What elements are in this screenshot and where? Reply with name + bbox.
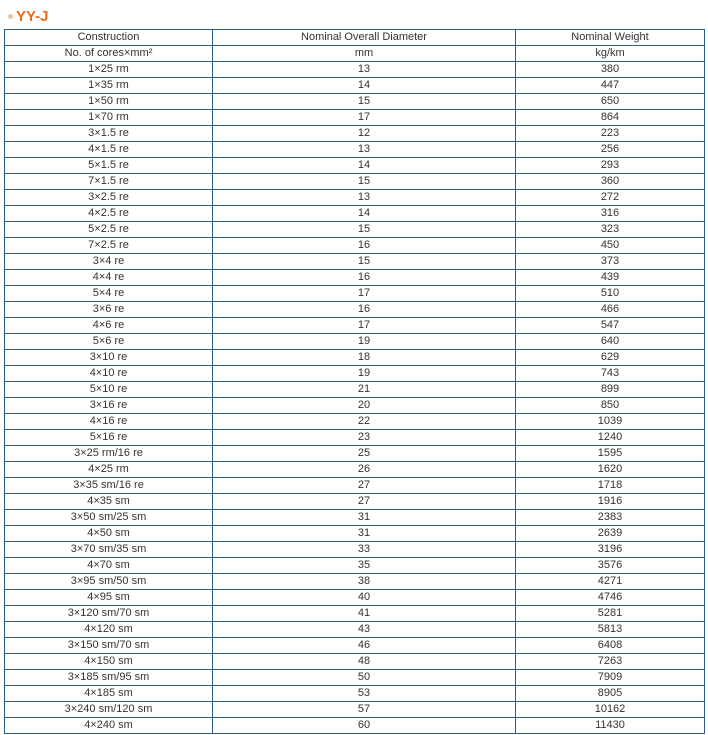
cell-construction: 3×240 sm/120 sm: [5, 702, 213, 718]
bullet-icon: [8, 14, 13, 19]
cell-diameter: 16: [213, 302, 516, 318]
cell-weight: 1039: [516, 414, 705, 430]
cell-diameter: 17: [213, 110, 516, 126]
unit-diameter: mm: [213, 46, 516, 62]
cell-construction: 5×1.5 re: [5, 158, 213, 174]
cell-diameter: 21: [213, 382, 516, 398]
table-row: [5, 238, 705, 254]
table-row: [5, 142, 705, 158]
cell-diameter: 13: [213, 62, 516, 78]
table-row: [5, 222, 705, 238]
cell-construction: 3×25 rm/16 re: [5, 446, 213, 462]
cell-construction: 4×10 re: [5, 366, 213, 382]
table-row: [5, 542, 705, 558]
cell-diameter: 27: [213, 478, 516, 494]
header-row: [5, 30, 705, 46]
table-row: [5, 718, 705, 734]
specification-table: [4, 29, 705, 734]
cell-diameter: 26: [213, 462, 516, 478]
cell-weight: 864: [516, 110, 705, 126]
cell-construction: 3×10 re: [5, 350, 213, 366]
cell-construction: 3×150 sm/70 sm: [5, 638, 213, 654]
table-row: [5, 702, 705, 718]
cell-diameter: 17: [213, 318, 516, 334]
table-row: [5, 430, 705, 446]
table-row: [5, 382, 705, 398]
table-row: [5, 270, 705, 286]
cell-construction: 3×70 sm/35 sm: [5, 542, 213, 558]
cell-weight: 2383: [516, 510, 705, 526]
table-row: [5, 638, 705, 654]
cell-construction: 4×6 re: [5, 318, 213, 334]
cell-diameter: 13: [213, 190, 516, 206]
page-title-text: YY-J: [16, 7, 49, 25]
cell-weight: 8905: [516, 686, 705, 702]
cell-construction: 4×240 sm: [5, 718, 213, 734]
cell-construction: 1×70 rm: [5, 110, 213, 126]
table-row: [5, 622, 705, 638]
table-row: [5, 558, 705, 574]
table-row: [5, 254, 705, 270]
cell-weight: 1620: [516, 462, 705, 478]
cell-construction: 1×35 rm: [5, 78, 213, 94]
cell-weight: 850: [516, 398, 705, 414]
table-row: [5, 286, 705, 302]
table-row: [5, 174, 705, 190]
table-row: [5, 494, 705, 510]
cell-weight: 1916: [516, 494, 705, 510]
cell-construction: 4×50 sm: [5, 526, 213, 542]
cell-diameter: 19: [213, 366, 516, 382]
table-row: [5, 94, 705, 110]
cell-construction: 1×25 rm: [5, 62, 213, 78]
units-row: [5, 46, 705, 62]
cell-weight: 223: [516, 126, 705, 142]
table-row: [5, 110, 705, 126]
table-row: [5, 686, 705, 702]
cell-weight: 4271: [516, 574, 705, 590]
cell-weight: 7263: [516, 654, 705, 670]
cell-weight: 256: [516, 142, 705, 158]
table-row: [5, 366, 705, 382]
cell-weight: 272: [516, 190, 705, 206]
cell-diameter: 12: [213, 126, 516, 142]
table-row: [5, 334, 705, 350]
cell-construction: 3×6 re: [5, 302, 213, 318]
table-row: [5, 446, 705, 462]
cell-diameter: 33: [213, 542, 516, 558]
table-row: [5, 350, 705, 366]
cell-weight: 450: [516, 238, 705, 254]
cell-weight: 316: [516, 206, 705, 222]
table-row: [5, 302, 705, 318]
cell-diameter: 14: [213, 206, 516, 222]
cell-diameter: 13: [213, 142, 516, 158]
cell-construction: 4×185 sm: [5, 686, 213, 702]
cell-weight: 4746: [516, 590, 705, 606]
cell-weight: 1240: [516, 430, 705, 446]
cell-weight: 7909: [516, 670, 705, 686]
cell-construction: 7×1.5 re: [5, 174, 213, 190]
table-row: [5, 462, 705, 478]
cell-construction: 4×4 re: [5, 270, 213, 286]
table-row: [5, 318, 705, 334]
cell-weight: 11430: [516, 718, 705, 734]
table-row: [5, 590, 705, 606]
cell-weight: 466: [516, 302, 705, 318]
table-row: [5, 126, 705, 142]
table-row: [5, 414, 705, 430]
cell-weight: 1718: [516, 478, 705, 494]
cell-diameter: 22: [213, 414, 516, 430]
cell-weight: 2639: [516, 526, 705, 542]
cell-diameter: 41: [213, 606, 516, 622]
cell-diameter: 53: [213, 686, 516, 702]
cell-diameter: 15: [213, 94, 516, 110]
cell-construction: 3×120 sm/70 sm: [5, 606, 213, 622]
table-row: [5, 574, 705, 590]
cell-construction: 3×16 re: [5, 398, 213, 414]
cell-weight: 6408: [516, 638, 705, 654]
cell-weight: 3576: [516, 558, 705, 574]
cell-diameter: 14: [213, 158, 516, 174]
cell-weight: 1595: [516, 446, 705, 462]
cell-construction: 4×70 sm: [5, 558, 213, 574]
cell-weight: 640: [516, 334, 705, 350]
table-row: [5, 654, 705, 670]
cell-construction: 3×50 sm/25 sm: [5, 510, 213, 526]
cell-diameter: 15: [213, 174, 516, 190]
cell-diameter: 31: [213, 510, 516, 526]
cell-weight: 373: [516, 254, 705, 270]
cell-construction: 3×35 sm/16 re: [5, 478, 213, 494]
cell-construction: 4×35 sm: [5, 494, 213, 510]
cell-construction: 5×2.5 re: [5, 222, 213, 238]
cell-weight: 360: [516, 174, 705, 190]
table-row: [5, 78, 705, 94]
table-row: [5, 670, 705, 686]
cell-diameter: 50: [213, 670, 516, 686]
cell-weight: 323: [516, 222, 705, 238]
unit-weight: kg/km: [516, 46, 705, 62]
cell-weight: 447: [516, 78, 705, 94]
cell-diameter: 18: [213, 350, 516, 366]
cell-construction: 4×16 re: [5, 414, 213, 430]
cell-construction: 5×16 re: [5, 430, 213, 446]
cell-weight: 10162: [516, 702, 705, 718]
cell-construction: 7×2.5 re: [5, 238, 213, 254]
table-row: [5, 526, 705, 542]
cell-construction: 4×95 sm: [5, 590, 213, 606]
cell-weight: 510: [516, 286, 705, 302]
cell-diameter: 60: [213, 718, 516, 734]
cell-weight: 5813: [516, 622, 705, 638]
header-diameter: Nominal Overall Diameter: [213, 30, 516, 46]
cell-construction: 4×25 rm: [5, 462, 213, 478]
table-row: [5, 190, 705, 206]
cell-diameter: 43: [213, 622, 516, 638]
cell-weight: 899: [516, 382, 705, 398]
cell-construction: 3×1.5 re: [5, 126, 213, 142]
cell-diameter: 57: [213, 702, 516, 718]
cell-diameter: 23: [213, 430, 516, 446]
cell-diameter: 25: [213, 446, 516, 462]
cell-diameter: 16: [213, 270, 516, 286]
cell-weight: 439: [516, 270, 705, 286]
table-row: [5, 510, 705, 526]
cell-construction: 5×10 re: [5, 382, 213, 398]
cell-weight: 743: [516, 366, 705, 382]
cell-weight: 547: [516, 318, 705, 334]
cell-weight: 5281: [516, 606, 705, 622]
cell-diameter: 48: [213, 654, 516, 670]
cell-construction: 4×120 sm: [5, 622, 213, 638]
cell-weight: 293: [516, 158, 705, 174]
header-weight: Nominal Weight: [516, 30, 705, 46]
cell-diameter: 31: [213, 526, 516, 542]
table-row: [5, 206, 705, 222]
cell-construction: 1×50 rm: [5, 94, 213, 110]
cell-construction: 3×4 re: [5, 254, 213, 270]
cell-construction: 4×1.5 re: [5, 142, 213, 158]
cell-diameter: 46: [213, 638, 516, 654]
cell-diameter: 16: [213, 238, 516, 254]
table-row: [5, 478, 705, 494]
cell-diameter: 38: [213, 574, 516, 590]
table-row: [5, 398, 705, 414]
page-title: [8, 5, 49, 27]
header-construction: Construction: [5, 30, 213, 46]
cell-diameter: 40: [213, 590, 516, 606]
cell-weight: 380: [516, 62, 705, 78]
cell-weight: 629: [516, 350, 705, 366]
cell-diameter: 15: [213, 254, 516, 270]
cell-weight: 3196: [516, 542, 705, 558]
cell-construction: 3×185 sm/95 sm: [5, 670, 213, 686]
cell-construction: 4×2.5 re: [5, 206, 213, 222]
unit-construction: No. of cores×mm²: [5, 46, 213, 62]
cell-diameter: 35: [213, 558, 516, 574]
cell-diameter: 27: [213, 494, 516, 510]
cell-construction: 3×2.5 re: [5, 190, 213, 206]
cell-construction: 5×6 re: [5, 334, 213, 350]
cell-construction: 5×4 re: [5, 286, 213, 302]
cell-diameter: 15: [213, 222, 516, 238]
table-row: [5, 606, 705, 622]
cell-diameter: 19: [213, 334, 516, 350]
cell-diameter: 17: [213, 286, 516, 302]
cell-diameter: 14: [213, 78, 516, 94]
cell-weight: 650: [516, 94, 705, 110]
cell-construction: 4×150 sm: [5, 654, 213, 670]
table-row: [5, 62, 705, 78]
table-row: [5, 158, 705, 174]
cell-diameter: 20: [213, 398, 516, 414]
cell-construction: 3×95 sm/50 sm: [5, 574, 213, 590]
